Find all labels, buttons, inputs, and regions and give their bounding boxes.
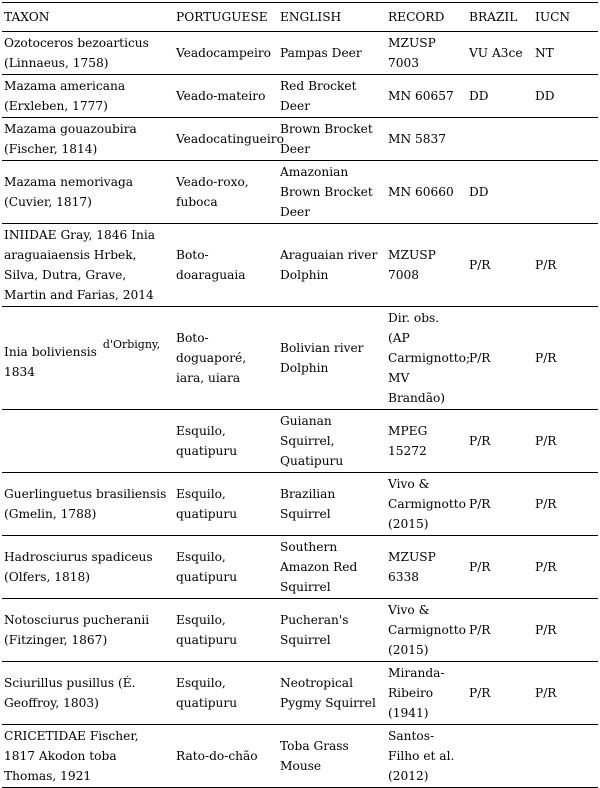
cell-brazil: DD xyxy=(467,161,533,224)
cell-english: Neotropical Pygmy Squirrel xyxy=(278,662,386,725)
table-row xyxy=(2,725,598,788)
cell-iucn: P/R xyxy=(533,224,598,307)
cell-portuguese: Boto-doaraguaia xyxy=(174,224,278,307)
cell-record: MN 5837 xyxy=(386,118,467,161)
table-row xyxy=(2,307,598,410)
cell-iucn: P/R xyxy=(533,599,598,662)
cell-brazil: P/R xyxy=(467,536,533,599)
table-row xyxy=(2,32,598,75)
cell-iucn: P/R xyxy=(533,662,598,725)
cell-english: Toba Grass Mouse xyxy=(278,725,386,788)
cell-brazil xyxy=(467,725,533,788)
cell-record: MZUSP 7008 xyxy=(386,224,467,307)
cell-record: MZUSP 7003 xyxy=(386,32,467,75)
cell-portuguese: Veadocampeiro xyxy=(174,32,278,75)
table-row xyxy=(2,410,598,473)
cell-english: Red Brocket Deer xyxy=(278,75,386,118)
cell-english: Southern Amazon Red Squirrel xyxy=(278,536,386,599)
cell-record: Vivo & Carmignotto (2015) xyxy=(386,473,467,536)
cell-english: Brown Brocket Deer xyxy=(278,118,386,161)
taxon-name: Inia boliviensis xyxy=(4,344,97,359)
cell-record: Dir. obs. (AP Carmignotto; MV Brandão) xyxy=(386,307,467,410)
table-header-row xyxy=(2,3,598,32)
cell-brazil: P/R xyxy=(467,662,533,725)
cell-portuguese: Esquilo, quatipuru xyxy=(174,662,278,725)
cell-brazil: P/R xyxy=(467,599,533,662)
cell-iucn: P/R xyxy=(533,307,598,410)
cell-brazil: VU A3ce xyxy=(467,32,533,75)
cell-english: Amazonian Brown Brocket Deer xyxy=(278,161,386,224)
table-row xyxy=(2,473,598,536)
cell-iucn: P/R xyxy=(533,536,598,599)
cell-english: Brazilian Squirrel xyxy=(278,473,386,536)
header-english: ENGLISH xyxy=(278,3,386,32)
cell-iucn xyxy=(533,118,598,161)
cell-record: MN 60660 xyxy=(386,161,467,224)
cell-iucn: NT xyxy=(533,32,598,75)
cell-brazil xyxy=(467,118,533,161)
cell-brazil: DD xyxy=(467,75,533,118)
cell-portuguese: Boto-doguaporé, iara, uiara xyxy=(174,307,278,410)
cell-portuguese: Rato-do-chão xyxy=(174,725,278,788)
cell-english: Araguaian river Dolphin xyxy=(278,224,386,307)
cell-brazil: P/R xyxy=(467,473,533,536)
cell-brazil: P/R xyxy=(467,307,533,410)
cell-taxon: CRICETIDAE Fischer, 1817 Akodon toba Thomas, 1921 xyxy=(2,725,174,788)
cell-taxon: Notosciurus pucheranii (Fitzinger, 1867) xyxy=(2,599,174,662)
cell-english: Pucheran's Squirrel xyxy=(278,599,386,662)
cell-record: Miranda-Ribeiro (1941) xyxy=(386,662,467,725)
cell-record: Vivo & Carmignotto (2015) xyxy=(386,599,467,662)
table-row xyxy=(2,118,598,161)
cell-taxon: Hadrosciurus spadiceus (Olfers, 1818) xyxy=(2,536,174,599)
header-iucn: IUCN xyxy=(533,3,598,32)
cell-taxon xyxy=(2,307,174,410)
cell-taxon: Mazama gouazoubira (Fischer, 1814) xyxy=(2,118,174,161)
cell-portuguese: Esquilo, quatipuru xyxy=(174,473,278,536)
taxon-year: 1834 xyxy=(4,364,36,379)
header-taxon: TAXON xyxy=(2,3,174,32)
cell-iucn: DD xyxy=(533,75,598,118)
cell-portuguese: Veadocatingueiro xyxy=(174,118,278,161)
cell-taxon: Ozotoceros bezoarticus (Linnaeus, 1758) xyxy=(2,32,174,75)
taxon-author-note: d'Orbigny, xyxy=(102,337,161,351)
cell-record: MN 60657 xyxy=(386,75,467,118)
cell-english: Bolivian river Dolphin xyxy=(278,307,386,410)
cell-taxon: Mazama nemorivaga (Cuvier, 1817) xyxy=(2,161,174,224)
cell-taxon: INIIDAE Gray, 1846 Inia araguaiaensis Hrbek, Silva, Dutra, Grave, Martin and Farias, 2014 xyxy=(2,224,174,307)
cell-taxon: Mazama americana (Erxleben, 1777) xyxy=(2,75,174,118)
header-record: RECORD xyxy=(386,3,467,32)
cell-portuguese: Esquilo, quatipuru xyxy=(174,599,278,662)
cell-iucn: P/R xyxy=(533,410,598,473)
cell-portuguese: Esquilo, quatipuru xyxy=(174,410,278,473)
cell-iucn xyxy=(533,725,598,788)
table-row xyxy=(2,75,598,118)
table-row xyxy=(2,161,598,224)
cell-iucn xyxy=(533,161,598,224)
cell-brazil: P/R xyxy=(467,410,533,473)
table-row xyxy=(2,224,598,307)
cell-english: Pampas Deer xyxy=(278,32,386,75)
cell-portuguese: Veado-roxo, fuboca xyxy=(174,161,278,224)
cell-taxon xyxy=(2,410,174,473)
header-brazil: BRAZIL xyxy=(467,3,533,32)
cell-english: Guianan Squirrel, Quatipuru xyxy=(278,410,386,473)
cell-taxon: Sciurillus pusillus (É. Geoffroy, 1803) xyxy=(2,662,174,725)
header-portuguese: PORTUGUESE xyxy=(174,3,278,32)
cell-taxon: Guerlinguetus brasiliensis (Gmelin, 1788) xyxy=(2,473,174,536)
cell-record: Santos-Filho et al. (2012) xyxy=(386,725,467,788)
cell-portuguese: Esquilo, quatipuru xyxy=(174,536,278,599)
cell-record: MPEG 15272 xyxy=(386,410,467,473)
table-row xyxy=(2,536,598,599)
cell-iucn: P/R xyxy=(533,473,598,536)
table-row xyxy=(2,662,598,725)
cell-record: MZUSP 6338 xyxy=(386,536,467,599)
cell-brazil: P/R xyxy=(467,224,533,307)
cell-portuguese: Veado-mateiro xyxy=(174,75,278,118)
table-row xyxy=(2,599,598,662)
species-table xyxy=(2,2,598,788)
